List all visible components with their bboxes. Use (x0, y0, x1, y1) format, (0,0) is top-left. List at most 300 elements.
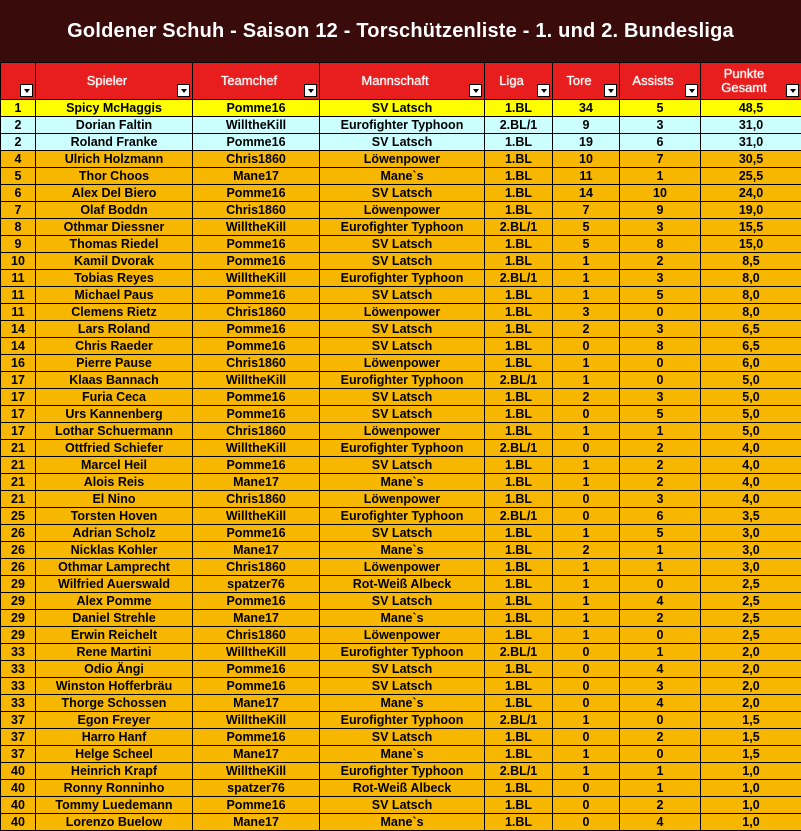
cell-assists[interactable]: 6 (620, 508, 701, 525)
cell-teamchef[interactable]: Pomme16 (193, 253, 320, 270)
cell-mannschaft[interactable]: Löwenpower (320, 627, 485, 644)
cell-punkte[interactable]: 2,0 (701, 644, 801, 661)
cell-spieler[interactable]: Ulrich Holzmann (36, 151, 193, 168)
cell-rank[interactable]: 9 (1, 236, 36, 253)
cell-teamchef[interactable]: Pomme16 (193, 678, 320, 695)
cell-rank[interactable]: 40 (1, 797, 36, 814)
cell-assists[interactable]: 0 (620, 355, 701, 372)
cell-liga[interactable]: 1.BL (485, 338, 553, 355)
cell-liga[interactable]: 1.BL (485, 287, 553, 304)
cell-mannschaft[interactable]: SV Latsch (320, 661, 485, 678)
cell-liga[interactable]: 1.BL (485, 321, 553, 338)
cell-rank[interactable]: 21 (1, 491, 36, 508)
cell-teamchef[interactable]: Pomme16 (193, 185, 320, 202)
cell-spieler[interactable]: Kamil Dvorak (36, 253, 193, 270)
cell-rank[interactable]: 40 (1, 763, 36, 780)
cell-teamchef[interactable]: WilltheKill (193, 117, 320, 134)
cell-tore[interactable]: 9 (553, 117, 620, 134)
cell-punkte[interactable]: 31,0 (701, 117, 801, 134)
cell-spieler[interactable]: Ronny Ronninho (36, 780, 193, 797)
cell-assists[interactable]: 4 (620, 814, 701, 831)
cell-assists[interactable]: 2 (620, 440, 701, 457)
cell-assists[interactable]: 10 (620, 185, 701, 202)
cell-mannschaft[interactable]: Rot-Weiß Albeck (320, 576, 485, 593)
cell-spieler[interactable]: Lars Roland (36, 321, 193, 338)
cell-teamchef[interactable]: Pomme16 (193, 729, 320, 746)
cell-liga[interactable]: 2.BL/1 (485, 270, 553, 287)
cell-punkte[interactable]: 2,5 (701, 593, 801, 610)
cell-mannschaft[interactable]: Löwenpower (320, 559, 485, 576)
cell-liga[interactable]: 1.BL (485, 491, 553, 508)
cell-liga[interactable]: 1.BL (485, 559, 553, 576)
cell-teamchef[interactable]: Mane17 (193, 695, 320, 712)
cell-rank[interactable]: 17 (1, 423, 36, 440)
cell-assists[interactable]: 5 (620, 406, 701, 423)
cell-mannschaft[interactable]: Mane`s (320, 474, 485, 491)
cell-assists[interactable]: 3 (620, 389, 701, 406)
cell-rank[interactable]: 11 (1, 304, 36, 321)
cell-teamchef[interactable]: Pomme16 (193, 100, 320, 117)
cell-spieler[interactable]: Marcel Heil (36, 457, 193, 474)
cell-teamchef[interactable]: Chris1860 (193, 355, 320, 372)
cell-spieler[interactable]: Othmar Lamprecht (36, 559, 193, 576)
cell-tore[interactable]: 0 (553, 780, 620, 797)
filter-dropdown-icon[interactable] (537, 84, 550, 97)
cell-mannschaft[interactable]: Mane`s (320, 695, 485, 712)
cell-assists[interactable]: 0 (620, 627, 701, 644)
cell-punkte[interactable]: 15,0 (701, 236, 801, 253)
cell-rank[interactable]: 7 (1, 202, 36, 219)
cell-mannschaft[interactable]: Eurofighter Typhoon (320, 117, 485, 134)
cell-liga[interactable]: 1.BL (485, 661, 553, 678)
cell-mannschaft[interactable]: SV Latsch (320, 236, 485, 253)
cell-spieler[interactable]: Roland Franke (36, 134, 193, 151)
cell-assists[interactable]: 0 (620, 712, 701, 729)
cell-teamchef[interactable]: WilltheKill (193, 712, 320, 729)
cell-tore[interactable]: 0 (553, 797, 620, 814)
cell-mannschaft[interactable]: SV Latsch (320, 525, 485, 542)
cell-punkte[interactable]: 30,5 (701, 151, 801, 168)
cell-tore[interactable]: 0 (553, 678, 620, 695)
cell-mannschaft[interactable]: SV Latsch (320, 253, 485, 270)
cell-punkte[interactable]: 3,0 (701, 559, 801, 576)
cell-punkte[interactable]: 1,5 (701, 746, 801, 763)
cell-punkte[interactable]: 3,0 (701, 542, 801, 559)
cell-punkte[interactable]: 5,0 (701, 372, 801, 389)
cell-punkte[interactable]: 48,5 (701, 100, 801, 117)
cell-rank[interactable]: 2 (1, 134, 36, 151)
cell-spieler[interactable]: Ottfried Schiefer (36, 440, 193, 457)
cell-teamchef[interactable]: Chris1860 (193, 423, 320, 440)
cell-liga[interactable]: 1.BL (485, 576, 553, 593)
cell-tore[interactable]: 1 (553, 270, 620, 287)
cell-spieler[interactable]: Erwin Reichelt (36, 627, 193, 644)
cell-tore[interactable]: 0 (553, 661, 620, 678)
cell-punkte[interactable]: 2,5 (701, 610, 801, 627)
cell-punkte[interactable]: 8,0 (701, 287, 801, 304)
cell-tore[interactable]: 1 (553, 559, 620, 576)
cell-tore[interactable]: 0 (553, 406, 620, 423)
cell-rank[interactable]: 21 (1, 440, 36, 457)
cell-tore[interactable]: 1 (553, 712, 620, 729)
cell-tore[interactable]: 0 (553, 729, 620, 746)
cell-teamchef[interactable]: Pomme16 (193, 525, 320, 542)
cell-assists[interactable]: 6 (620, 134, 701, 151)
cell-teamchef[interactable]: Pomme16 (193, 457, 320, 474)
cell-teamchef[interactable]: Pomme16 (193, 406, 320, 423)
cell-mannschaft[interactable]: SV Latsch (320, 406, 485, 423)
cell-tore[interactable]: 14 (553, 185, 620, 202)
cell-punkte[interactable]: 25,5 (701, 168, 801, 185)
cell-punkte[interactable]: 2,5 (701, 576, 801, 593)
cell-rank[interactable]: 16 (1, 355, 36, 372)
cell-assists[interactable]: 3 (620, 219, 701, 236)
cell-tore[interactable]: 34 (553, 100, 620, 117)
cell-spieler[interactable]: Klaas Bannach (36, 372, 193, 389)
cell-mannschaft[interactable]: Löwenpower (320, 304, 485, 321)
filter-dropdown-icon[interactable] (604, 84, 617, 97)
filter-dropdown-icon[interactable] (469, 84, 482, 97)
cell-spieler[interactable]: Urs Kannenberg (36, 406, 193, 423)
cell-teamchef[interactable]: Chris1860 (193, 304, 320, 321)
cell-liga[interactable]: 1.BL (485, 253, 553, 270)
cell-spieler[interactable]: Tommy Luedemann (36, 797, 193, 814)
cell-teamchef[interactable]: spatzer76 (193, 780, 320, 797)
cell-punkte[interactable]: 5,0 (701, 406, 801, 423)
cell-tore[interactable]: 0 (553, 644, 620, 661)
cell-teamchef[interactable]: WilltheKill (193, 644, 320, 661)
cell-mannschaft[interactable]: Löwenpower (320, 202, 485, 219)
cell-teamchef[interactable]: WilltheKill (193, 440, 320, 457)
cell-assists[interactable]: 3 (620, 491, 701, 508)
cell-rank[interactable]: 37 (1, 729, 36, 746)
cell-tore[interactable]: 1 (553, 525, 620, 542)
cell-punkte[interactable]: 6,5 (701, 321, 801, 338)
cell-liga[interactable]: 2.BL/1 (485, 763, 553, 780)
cell-tore[interactable]: 5 (553, 219, 620, 236)
cell-punkte[interactable]: 8,0 (701, 304, 801, 321)
cell-rank[interactable]: 29 (1, 610, 36, 627)
cell-assists[interactable]: 0 (620, 746, 701, 763)
cell-mannschaft[interactable]: Eurofighter Typhoon (320, 508, 485, 525)
cell-tore[interactable]: 11 (553, 168, 620, 185)
cell-mannschaft[interactable]: Eurofighter Typhoon (320, 763, 485, 780)
cell-punkte[interactable]: 4,0 (701, 474, 801, 491)
cell-liga[interactable]: 2.BL/1 (485, 117, 553, 134)
cell-assists[interactable]: 1 (620, 559, 701, 576)
cell-spieler[interactable]: Dorian Faltin (36, 117, 193, 134)
cell-punkte[interactable]: 3,0 (701, 525, 801, 542)
cell-mannschaft[interactable]: Löwenpower (320, 423, 485, 440)
cell-mannschaft[interactable]: SV Latsch (320, 457, 485, 474)
cell-mannschaft[interactable]: Eurofighter Typhoon (320, 712, 485, 729)
cell-liga[interactable]: 1.BL (485, 542, 553, 559)
cell-mannschaft[interactable]: Mane`s (320, 814, 485, 831)
cell-mannschaft[interactable]: SV Latsch (320, 100, 485, 117)
cell-liga[interactable]: 1.BL (485, 695, 553, 712)
cell-punkte[interactable]: 4,0 (701, 491, 801, 508)
cell-mannschaft[interactable]: Eurofighter Typhoon (320, 440, 485, 457)
cell-punkte[interactable]: 1,0 (701, 797, 801, 814)
cell-punkte[interactable]: 2,0 (701, 678, 801, 695)
cell-assists[interactable]: 8 (620, 236, 701, 253)
cell-assists[interactable]: 0 (620, 304, 701, 321)
cell-liga[interactable]: 1.BL (485, 423, 553, 440)
cell-mannschaft[interactable]: SV Latsch (320, 338, 485, 355)
cell-liga[interactable]: 2.BL/1 (485, 219, 553, 236)
cell-mannschaft[interactable]: SV Latsch (320, 593, 485, 610)
cell-assists[interactable]: 3 (620, 117, 701, 134)
cell-spieler[interactable]: Winston Hofferbräu (36, 678, 193, 695)
filter-dropdown-icon[interactable] (304, 84, 317, 97)
filter-dropdown-icon[interactable] (20, 84, 33, 97)
cell-spieler[interactable]: Torsten Hoven (36, 508, 193, 525)
cell-punkte[interactable]: 5,0 (701, 389, 801, 406)
cell-teamchef[interactable]: Chris1860 (193, 491, 320, 508)
cell-assists[interactable]: 2 (620, 610, 701, 627)
cell-liga[interactable]: 1.BL (485, 474, 553, 491)
cell-spieler[interactable]: Odio Ängi (36, 661, 193, 678)
cell-assists[interactable]: 0 (620, 372, 701, 389)
cell-liga[interactable]: 2.BL/1 (485, 644, 553, 661)
cell-punkte[interactable]: 8,5 (701, 253, 801, 270)
cell-mannschaft[interactable]: SV Latsch (320, 134, 485, 151)
cell-liga[interactable]: 1.BL (485, 185, 553, 202)
cell-spieler[interactable]: Tobias Reyes (36, 270, 193, 287)
cell-tore[interactable]: 19 (553, 134, 620, 151)
cell-teamchef[interactable]: WilltheKill (193, 219, 320, 236)
cell-spieler[interactable]: Harro Hanf (36, 729, 193, 746)
cell-rank[interactable]: 33 (1, 695, 36, 712)
cell-spieler[interactable]: Thorge Schossen (36, 695, 193, 712)
cell-liga[interactable]: 1.BL (485, 729, 553, 746)
cell-punkte[interactable]: 5,0 (701, 423, 801, 440)
cell-tore[interactable]: 1 (553, 457, 620, 474)
cell-mannschaft[interactable]: SV Latsch (320, 729, 485, 746)
cell-punkte[interactable]: 1,0 (701, 763, 801, 780)
cell-mannschaft[interactable]: Mane`s (320, 168, 485, 185)
cell-mannschaft[interactable]: SV Latsch (320, 185, 485, 202)
cell-assists[interactable]: 2 (620, 457, 701, 474)
cell-punkte[interactable]: 3,5 (701, 508, 801, 525)
cell-tore[interactable]: 7 (553, 202, 620, 219)
cell-spieler[interactable]: Lorenzo Buelow (36, 814, 193, 831)
cell-teamchef[interactable]: Chris1860 (193, 627, 320, 644)
cell-punkte[interactable]: 4,0 (701, 457, 801, 474)
cell-tore[interactable]: 3 (553, 304, 620, 321)
cell-rank[interactable]: 26 (1, 559, 36, 576)
cell-punkte[interactable]: 2,0 (701, 695, 801, 712)
cell-teamchef[interactable]: Pomme16 (193, 593, 320, 610)
cell-assists[interactable]: 2 (620, 253, 701, 270)
cell-mannschaft[interactable]: SV Latsch (320, 678, 485, 695)
cell-tore[interactable]: 1 (553, 746, 620, 763)
cell-liga[interactable]: 1.BL (485, 304, 553, 321)
cell-liga[interactable]: 1.BL (485, 746, 553, 763)
cell-punkte[interactable]: 15,5 (701, 219, 801, 236)
cell-mannschaft[interactable]: Mane`s (320, 746, 485, 763)
cell-spieler[interactable]: Alois Reis (36, 474, 193, 491)
cell-rank[interactable]: 14 (1, 321, 36, 338)
cell-tore[interactable]: 0 (553, 338, 620, 355)
cell-rank[interactable]: 25 (1, 508, 36, 525)
cell-liga[interactable]: 1.BL (485, 389, 553, 406)
cell-rank[interactable]: 26 (1, 542, 36, 559)
cell-rank[interactable]: 11 (1, 270, 36, 287)
cell-rank[interactable]: 4 (1, 151, 36, 168)
cell-liga[interactable]: 1.BL (485, 134, 553, 151)
cell-assists[interactable]: 9 (620, 202, 701, 219)
cell-spieler[interactable]: Furia Ceca (36, 389, 193, 406)
cell-spieler[interactable]: Olaf Boddn (36, 202, 193, 219)
cell-spieler[interactable]: Lothar Schuermann (36, 423, 193, 440)
filter-dropdown-icon[interactable] (786, 84, 799, 97)
cell-rank[interactable]: 6 (1, 185, 36, 202)
cell-liga[interactable]: 1.BL (485, 406, 553, 423)
cell-rank[interactable]: 33 (1, 644, 36, 661)
cell-tore[interactable]: 1 (553, 627, 620, 644)
cell-assists[interactable]: 3 (620, 321, 701, 338)
cell-tore[interactable]: 0 (553, 814, 620, 831)
cell-rank[interactable]: 29 (1, 593, 36, 610)
cell-assists[interactable]: 5 (620, 525, 701, 542)
cell-spieler[interactable]: El Nino (36, 491, 193, 508)
cell-punkte[interactable]: 1,5 (701, 712, 801, 729)
cell-teamchef[interactable]: Chris1860 (193, 202, 320, 219)
cell-mannschaft[interactable]: Löwenpower (320, 355, 485, 372)
cell-spieler[interactable]: Thomas Riedel (36, 236, 193, 253)
cell-liga[interactable]: 2.BL/1 (485, 372, 553, 389)
cell-punkte[interactable]: 1,0 (701, 780, 801, 797)
cell-teamchef[interactable]: Chris1860 (193, 151, 320, 168)
cell-liga[interactable]: 1.BL (485, 202, 553, 219)
cell-punkte[interactable]: 31,0 (701, 134, 801, 151)
cell-punkte[interactable]: 1,0 (701, 814, 801, 831)
cell-punkte[interactable]: 2,0 (701, 661, 801, 678)
cell-spieler[interactable]: Thor Choos (36, 168, 193, 185)
cell-spieler[interactable]: Chris Raeder (36, 338, 193, 355)
cell-liga[interactable]: 2.BL/1 (485, 712, 553, 729)
cell-rank[interactable]: 21 (1, 474, 36, 491)
cell-teamchef[interactable]: Mane17 (193, 746, 320, 763)
filter-dropdown-icon[interactable] (685, 84, 698, 97)
cell-mannschaft[interactable]: SV Latsch (320, 321, 485, 338)
cell-rank[interactable]: 37 (1, 712, 36, 729)
cell-liga[interactable]: 1.BL (485, 151, 553, 168)
cell-rank[interactable]: 2 (1, 117, 36, 134)
cell-spieler[interactable]: Alex Pomme (36, 593, 193, 610)
cell-assists[interactable]: 3 (620, 678, 701, 695)
cell-assists[interactable]: 8 (620, 338, 701, 355)
cell-teamchef[interactable]: Pomme16 (193, 287, 320, 304)
cell-teamchef[interactable]: WilltheKill (193, 372, 320, 389)
cell-assists[interactable]: 5 (620, 100, 701, 117)
cell-assists[interactable]: 1 (620, 780, 701, 797)
cell-liga[interactable]: 1.BL (485, 593, 553, 610)
cell-rank[interactable]: 40 (1, 780, 36, 797)
cell-spieler[interactable]: Helge Scheel (36, 746, 193, 763)
cell-teamchef[interactable]: WilltheKill (193, 270, 320, 287)
cell-spieler[interactable]: Heinrich Krapf (36, 763, 193, 780)
cell-rank[interactable]: 5 (1, 168, 36, 185)
cell-tore[interactable]: 1 (553, 423, 620, 440)
cell-tore[interactable]: 1 (553, 372, 620, 389)
cell-liga[interactable]: 2.BL/1 (485, 508, 553, 525)
cell-teamchef[interactable]: Mane17 (193, 610, 320, 627)
cell-mannschaft[interactable]: Mane`s (320, 542, 485, 559)
cell-mannschaft[interactable]: Eurofighter Typhoon (320, 219, 485, 236)
cell-liga[interactable]: 1.BL (485, 236, 553, 253)
cell-liga[interactable]: 1.BL (485, 100, 553, 117)
cell-rank[interactable]: 33 (1, 661, 36, 678)
cell-mannschaft[interactable]: Eurofighter Typhoon (320, 270, 485, 287)
cell-tore[interactable]: 2 (553, 389, 620, 406)
cell-teamchef[interactable]: Pomme16 (193, 661, 320, 678)
cell-assists[interactable]: 1 (620, 644, 701, 661)
cell-mannschaft[interactable]: SV Latsch (320, 797, 485, 814)
cell-rank[interactable]: 17 (1, 389, 36, 406)
cell-rank[interactable]: 29 (1, 576, 36, 593)
cell-spieler[interactable]: Spicy McHaggis (36, 100, 193, 117)
cell-teamchef[interactable]: Chris1860 (193, 559, 320, 576)
cell-rank[interactable]: 14 (1, 338, 36, 355)
cell-teamchef[interactable]: Pomme16 (193, 797, 320, 814)
cell-assists[interactable]: 2 (620, 474, 701, 491)
cell-rank[interactable]: 33 (1, 678, 36, 695)
cell-teamchef[interactable]: Mane17 (193, 474, 320, 491)
cell-punkte[interactable]: 2,5 (701, 627, 801, 644)
cell-spieler[interactable]: Nicklas Kohler (36, 542, 193, 559)
cell-mannschaft[interactable]: SV Latsch (320, 389, 485, 406)
cell-tore[interactable]: 1 (553, 355, 620, 372)
cell-spieler[interactable]: Clemens Rietz (36, 304, 193, 321)
cell-punkte[interactable]: 6,0 (701, 355, 801, 372)
cell-tore[interactable]: 1 (553, 253, 620, 270)
cell-mannschaft[interactable]: Löwenpower (320, 491, 485, 508)
cell-tore[interactable]: 5 (553, 236, 620, 253)
cell-tore[interactable]: 1 (553, 610, 620, 627)
cell-liga[interactable]: 1.BL (485, 457, 553, 474)
cell-mannschaft[interactable]: Eurofighter Typhoon (320, 644, 485, 661)
cell-mannschaft[interactable]: Eurofighter Typhoon (320, 372, 485, 389)
cell-tore[interactable]: 1 (553, 287, 620, 304)
cell-liga[interactable]: 1.BL (485, 168, 553, 185)
cell-spieler[interactable]: Wilfried Auerswald (36, 576, 193, 593)
cell-assists[interactable]: 1 (620, 542, 701, 559)
cell-assists[interactable]: 4 (620, 593, 701, 610)
cell-tore[interactable]: 0 (553, 491, 620, 508)
cell-rank[interactable]: 26 (1, 525, 36, 542)
cell-spieler[interactable]: Michael Paus (36, 287, 193, 304)
cell-tore[interactable]: 0 (553, 695, 620, 712)
cell-mannschaft[interactable]: Mane`s (320, 610, 485, 627)
cell-tore[interactable]: 1 (553, 576, 620, 593)
cell-liga[interactable]: 2.BL/1 (485, 440, 553, 457)
cell-punkte[interactable]: 6,5 (701, 338, 801, 355)
cell-spieler[interactable]: Othmar Diessner (36, 219, 193, 236)
cell-tore[interactable]: 0 (553, 440, 620, 457)
cell-teamchef[interactable]: Pomme16 (193, 134, 320, 151)
cell-assists[interactable]: 4 (620, 695, 701, 712)
cell-assists[interactable]: 1 (620, 763, 701, 780)
cell-tore[interactable]: 1 (553, 474, 620, 491)
cell-teamchef[interactable]: Pomme16 (193, 338, 320, 355)
cell-liga[interactable]: 1.BL (485, 525, 553, 542)
cell-liga[interactable]: 1.BL (485, 797, 553, 814)
filter-dropdown-icon[interactable] (177, 84, 190, 97)
cell-rank[interactable]: 40 (1, 814, 36, 831)
cell-assists[interactable]: 7 (620, 151, 701, 168)
